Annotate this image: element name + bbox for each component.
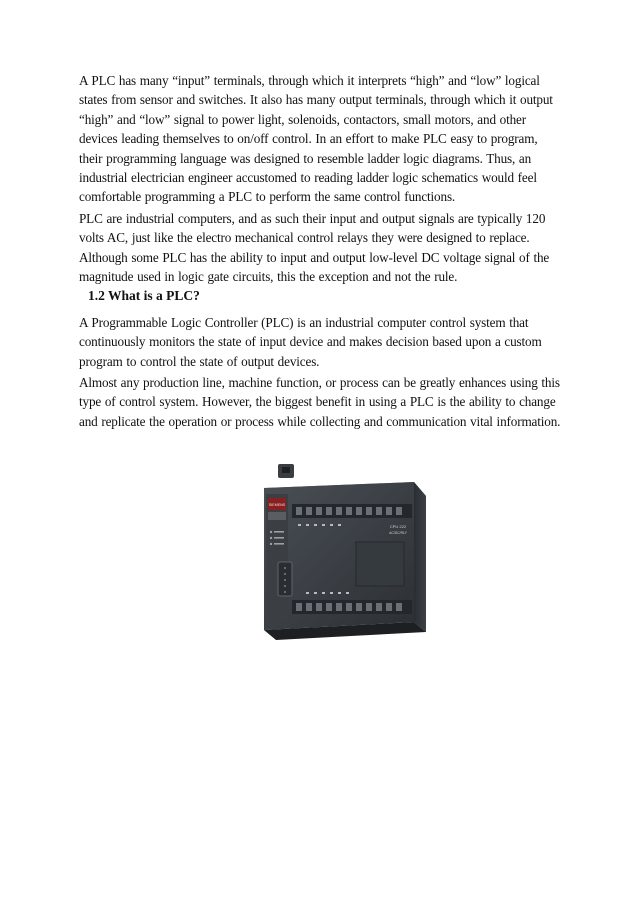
power-label: AC/DC/RLY xyxy=(389,531,407,535)
brand-label: SIEMENS xyxy=(268,503,286,507)
paragraph-plc-definition: A Programmable Logic Controller (PLC) is an industrial computer control system that continuously monitors the state of input device and makes decision based upon a custom program to control the state of output devices. xyxy=(79,315,542,369)
plc-device-illustration xyxy=(238,462,434,648)
expansion-cover xyxy=(356,542,404,586)
paragraph-plc-terminals: A PLC has many “input” terminals, through which it interprets “high” and “low” logical states from sensor and switches. It also has many output terminals, through which it output “high” and “low” signal to power light, solenoids, contactors, small motors, and other devices leading themselves to on/off control. In an effort to make PLC easy to program, their programming language was designed to resemble ladder logic diagrams. Thus, an industrial electrician engineer accustomed to reading ladder logic schematics would feel comfortable programming a PLC to perform the same control functions. xyxy=(79,73,553,205)
model-label: CPU 222 xyxy=(389,524,407,529)
paragraph-industrial-computers: PLC are industrial computers, and as such their input and output signals are typically 120 volts AC, just like the electro mechanical control relays they were designed to replace. Although some PLC has the ability to input and output low-level DC voltage signal of the magnitude used in logic gate circuits, this the exception and not the rule. xyxy=(79,211,550,285)
plc-device-image xyxy=(238,462,434,648)
paragraph-plc-benefits: Almost any production line, machine function, or process can be greatly enhances using this type of control system. However, the biggest benefit in using a PLC is the ability to change and replicate the operation or process while collecting and communication vital information. xyxy=(79,375,561,429)
section-heading: 1.2 What is a PLC? xyxy=(88,288,200,303)
